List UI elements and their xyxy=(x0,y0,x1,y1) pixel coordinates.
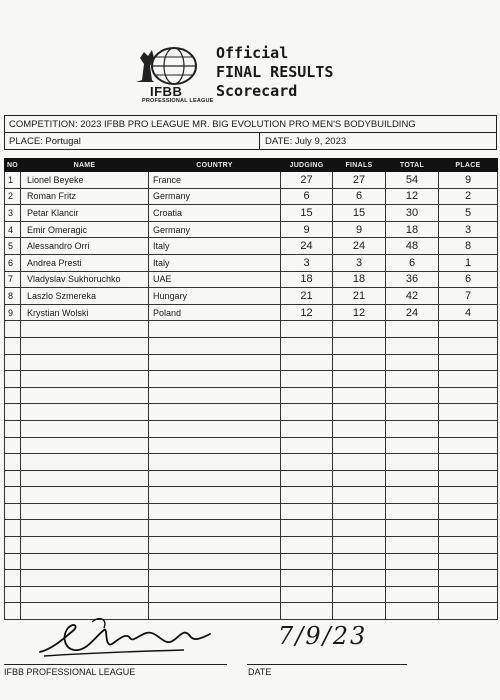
cell-country: Poland xyxy=(149,304,281,321)
cell-country xyxy=(149,337,281,354)
cell-judging xyxy=(281,321,333,338)
place-date-box xyxy=(4,132,497,150)
org-label: IFBB PROFESSIONAL LEAGUE xyxy=(4,667,136,677)
cell-finals xyxy=(333,520,386,537)
cell-judging: 3 xyxy=(281,254,333,271)
cell-judging: 12 xyxy=(281,304,333,321)
cell-judging xyxy=(281,387,333,404)
place-date-divider xyxy=(259,133,260,149)
blank-row xyxy=(5,503,498,520)
cell-country: Germany xyxy=(149,221,281,238)
cell-finals: 21 xyxy=(333,288,386,305)
cell-no: 4 xyxy=(5,221,21,238)
cell-total xyxy=(386,570,439,587)
cell-finals xyxy=(333,553,386,570)
results-body xyxy=(5,172,498,620)
cell-finals xyxy=(333,603,386,620)
cell-place xyxy=(439,387,498,404)
cell-finals xyxy=(333,321,386,338)
header-country: COUNTRY xyxy=(149,159,281,172)
cell-place: 7 xyxy=(439,288,498,305)
cell-judging xyxy=(281,437,333,454)
cell-place: 1 xyxy=(439,254,498,271)
cell-name xyxy=(21,404,149,421)
cell-total xyxy=(386,553,439,570)
cell-no xyxy=(5,354,21,371)
cell-no: 8 xyxy=(5,288,21,305)
cell-country xyxy=(149,487,281,504)
cell-country xyxy=(149,520,281,537)
cell-no xyxy=(5,420,21,437)
cell-finals: 27 xyxy=(333,172,386,189)
blank-row xyxy=(5,553,498,570)
cell-place xyxy=(439,570,498,587)
cell-name: Alessandro Orri xyxy=(21,238,149,255)
cell-name xyxy=(21,503,149,520)
cell-finals: 15 xyxy=(333,205,386,222)
title-scorecard: Scorecard xyxy=(216,82,298,100)
page-title xyxy=(216,44,333,101)
cell-judging: 27 xyxy=(281,172,333,189)
cell-judging xyxy=(281,570,333,587)
cell-judging: 18 xyxy=(281,271,333,288)
cell-country: Italy xyxy=(149,238,281,255)
cell-judging xyxy=(281,553,333,570)
cell-name xyxy=(21,437,149,454)
blank-row xyxy=(5,586,498,603)
cell-country xyxy=(149,537,281,554)
header-finals: FINALS xyxy=(333,159,386,172)
results-table xyxy=(4,158,498,620)
header-place: PLACE xyxy=(439,159,498,172)
cell-total: 48 xyxy=(386,238,439,255)
cell-name xyxy=(21,487,149,504)
cell-finals xyxy=(333,354,386,371)
cell-place xyxy=(439,371,498,388)
logo-subtext: PROFESSIONAL LEAGUE xyxy=(142,98,214,104)
competition-box xyxy=(4,115,497,133)
header-judging: JUDGING xyxy=(281,159,333,172)
cell-no xyxy=(5,586,21,603)
cell-no xyxy=(5,553,21,570)
header-total: TOTAL xyxy=(386,159,439,172)
cell-place: 6 xyxy=(439,271,498,288)
cell-total: 54 xyxy=(386,172,439,189)
cell-total xyxy=(386,321,439,338)
cell-name: Petar Klancir xyxy=(21,205,149,222)
header-name: NAME xyxy=(21,159,149,172)
cell-judging xyxy=(281,603,333,620)
blank-row xyxy=(5,537,498,554)
cell-country xyxy=(149,470,281,487)
cell-no xyxy=(5,520,21,537)
cell-total: 12 xyxy=(386,188,439,205)
cell-judging xyxy=(281,520,333,537)
cell-name: Andrea Presti xyxy=(21,254,149,271)
cell-place: 3 xyxy=(439,221,498,238)
cell-name xyxy=(21,371,149,388)
cell-finals xyxy=(333,570,386,587)
blank-row xyxy=(5,520,498,537)
handwritten-date: 7/9/23 xyxy=(278,622,368,650)
cell-total xyxy=(386,354,439,371)
cell-country xyxy=(149,420,281,437)
cell-finals: 12 xyxy=(333,304,386,321)
cell-name xyxy=(21,337,149,354)
cell-total xyxy=(386,404,439,421)
cell-place xyxy=(439,603,498,620)
cell-country: UAE xyxy=(149,271,281,288)
cell-place xyxy=(439,470,498,487)
cell-total xyxy=(386,487,439,504)
cell-total xyxy=(386,537,439,554)
cell-total: 18 xyxy=(386,221,439,238)
cell-total: 42 xyxy=(386,288,439,305)
cell-name xyxy=(21,553,149,570)
cell-name xyxy=(21,520,149,537)
cell-name: Laszlo Szmereka xyxy=(21,288,149,305)
cell-judging xyxy=(281,354,333,371)
cell-place xyxy=(439,553,498,570)
cell-judging: 6 xyxy=(281,188,333,205)
cell-total: 24 xyxy=(386,304,439,321)
table-row xyxy=(5,254,498,271)
table-row xyxy=(5,188,498,205)
cell-judging xyxy=(281,337,333,354)
cell-name xyxy=(21,387,149,404)
cell-judging: 9 xyxy=(281,221,333,238)
cell-place xyxy=(439,437,498,454)
cell-no: 9 xyxy=(5,304,21,321)
cell-name xyxy=(21,537,149,554)
cell-country: Germany xyxy=(149,188,281,205)
title-final-results: FINAL RESULTS xyxy=(216,63,334,81)
cell-place: 2 xyxy=(439,188,498,205)
cell-total xyxy=(386,420,439,437)
cell-finals xyxy=(333,437,386,454)
cell-place xyxy=(439,520,498,537)
blank-row xyxy=(5,487,498,504)
cell-no: 3 xyxy=(5,205,21,222)
cell-finals xyxy=(333,487,386,504)
cell-total xyxy=(386,603,439,620)
cell-total xyxy=(386,470,439,487)
blank-row xyxy=(5,470,498,487)
cell-place xyxy=(439,420,498,437)
table-row xyxy=(5,205,498,222)
blank-row xyxy=(5,437,498,454)
cell-finals xyxy=(333,371,386,388)
blank-row xyxy=(5,454,498,471)
cell-place xyxy=(439,503,498,520)
cell-country: Croatia xyxy=(149,205,281,222)
cell-no xyxy=(5,454,21,471)
blank-row xyxy=(5,420,498,437)
table-row xyxy=(5,238,498,255)
cell-name xyxy=(21,454,149,471)
cell-country xyxy=(149,321,281,338)
cell-country xyxy=(149,570,281,587)
cell-place xyxy=(439,354,498,371)
cell-place xyxy=(439,404,498,421)
cell-country: Italy xyxy=(149,254,281,271)
blank-row xyxy=(5,321,498,338)
cell-finals: 9 xyxy=(333,221,386,238)
cell-place xyxy=(439,337,498,354)
cell-judging: 15 xyxy=(281,205,333,222)
blank-row xyxy=(5,387,498,404)
cell-name: Emir Omeragic xyxy=(21,221,149,238)
blank-row xyxy=(5,337,498,354)
cell-country xyxy=(149,387,281,404)
blank-row xyxy=(5,404,498,421)
cell-judging xyxy=(281,487,333,504)
cell-no: 7 xyxy=(5,271,21,288)
cell-finals: 6 xyxy=(333,188,386,205)
table-row xyxy=(5,288,498,305)
cell-country: France xyxy=(149,172,281,189)
table-row xyxy=(5,221,498,238)
cell-judging xyxy=(281,371,333,388)
cell-country xyxy=(149,371,281,388)
cell-no xyxy=(5,387,21,404)
cell-no xyxy=(5,321,21,338)
cell-place xyxy=(439,586,498,603)
cell-total: 30 xyxy=(386,205,439,222)
cell-finals xyxy=(333,454,386,471)
blank-row xyxy=(5,354,498,371)
cell-country xyxy=(149,586,281,603)
cell-total xyxy=(386,387,439,404)
cell-no xyxy=(5,537,21,554)
cell-name xyxy=(21,470,149,487)
cell-name: Vladyslav Sukhoruchko xyxy=(21,271,149,288)
cell-place xyxy=(439,487,498,504)
cell-total xyxy=(386,454,439,471)
cell-country xyxy=(149,404,281,421)
cell-no xyxy=(5,487,21,504)
cell-country xyxy=(149,454,281,471)
cell-finals xyxy=(333,420,386,437)
cell-name xyxy=(21,586,149,603)
date-text: DATE: July 9, 2023 xyxy=(265,136,347,147)
blank-row xyxy=(5,570,498,587)
cell-place xyxy=(439,321,498,338)
blank-row xyxy=(5,371,498,388)
cell-no: 6 xyxy=(5,254,21,271)
cell-no xyxy=(5,470,21,487)
cell-country xyxy=(149,503,281,520)
cell-judging xyxy=(281,586,333,603)
cell-judging: 24 xyxy=(281,238,333,255)
cell-country: Hungary xyxy=(149,288,281,305)
cell-name xyxy=(21,570,149,587)
cell-total: 6 xyxy=(386,254,439,271)
cell-finals: 18 xyxy=(333,271,386,288)
cell-total xyxy=(386,586,439,603)
cell-finals xyxy=(333,404,386,421)
cell-finals xyxy=(333,503,386,520)
cell-no xyxy=(5,570,21,587)
cell-place: 4 xyxy=(439,304,498,321)
cell-no xyxy=(5,503,21,520)
cell-judging xyxy=(281,420,333,437)
cell-name: Krystian Wolski xyxy=(21,304,149,321)
cell-name xyxy=(21,321,149,338)
cell-total: 36 xyxy=(386,271,439,288)
cell-no: 1 xyxy=(5,172,21,189)
cell-total xyxy=(386,437,439,454)
cell-finals xyxy=(333,586,386,603)
cell-name xyxy=(21,354,149,371)
cell-judging xyxy=(281,537,333,554)
header-no: NO xyxy=(5,159,21,172)
cell-place: 8 xyxy=(439,238,498,255)
cell-finals xyxy=(333,387,386,404)
cell-judging xyxy=(281,470,333,487)
cell-name: Lionel Beyeke xyxy=(21,172,149,189)
cell-no xyxy=(5,437,21,454)
cell-finals: 24 xyxy=(333,238,386,255)
title-official: Official xyxy=(216,44,289,62)
cell-no xyxy=(5,337,21,354)
cell-place: 5 xyxy=(439,205,498,222)
competition-text: COMPETITION: 2023 IFBB PRO LEAGUE MR. BIG EVOLUTION PRO MEN'S BODYBUILDING xyxy=(9,119,416,130)
cell-place xyxy=(439,454,498,471)
cell-finals: 3 xyxy=(333,254,386,271)
cell-judging xyxy=(281,503,333,520)
cell-total xyxy=(386,520,439,537)
cell-judging xyxy=(281,404,333,421)
date-line xyxy=(247,664,407,665)
cell-no: 5 xyxy=(5,238,21,255)
cell-country xyxy=(149,354,281,371)
cell-place: 9 xyxy=(439,172,498,189)
cell-country xyxy=(149,437,281,454)
cell-no xyxy=(5,404,21,421)
cell-total xyxy=(386,503,439,520)
place-text: PLACE: Portugal xyxy=(9,136,81,147)
cell-total xyxy=(386,337,439,354)
cell-total xyxy=(386,371,439,388)
cell-judging: 21 xyxy=(281,288,333,305)
table-header-row xyxy=(5,159,498,172)
table-row xyxy=(5,172,498,189)
cell-no xyxy=(5,603,21,620)
cell-country xyxy=(149,553,281,570)
cell-name: Roman Fritz xyxy=(21,188,149,205)
cell-place xyxy=(439,537,498,554)
table-row xyxy=(5,304,498,321)
date-label: DATE xyxy=(248,667,272,677)
cell-name xyxy=(21,420,149,437)
cell-finals xyxy=(333,337,386,354)
cell-no: 2 xyxy=(5,188,21,205)
cell-no xyxy=(5,371,21,388)
cell-judging xyxy=(281,454,333,471)
table-row xyxy=(5,271,498,288)
cell-finals xyxy=(333,537,386,554)
signature-icon xyxy=(34,608,224,668)
logo-text: IFBB xyxy=(150,84,183,99)
signature-line xyxy=(4,664,227,665)
cell-finals xyxy=(333,470,386,487)
